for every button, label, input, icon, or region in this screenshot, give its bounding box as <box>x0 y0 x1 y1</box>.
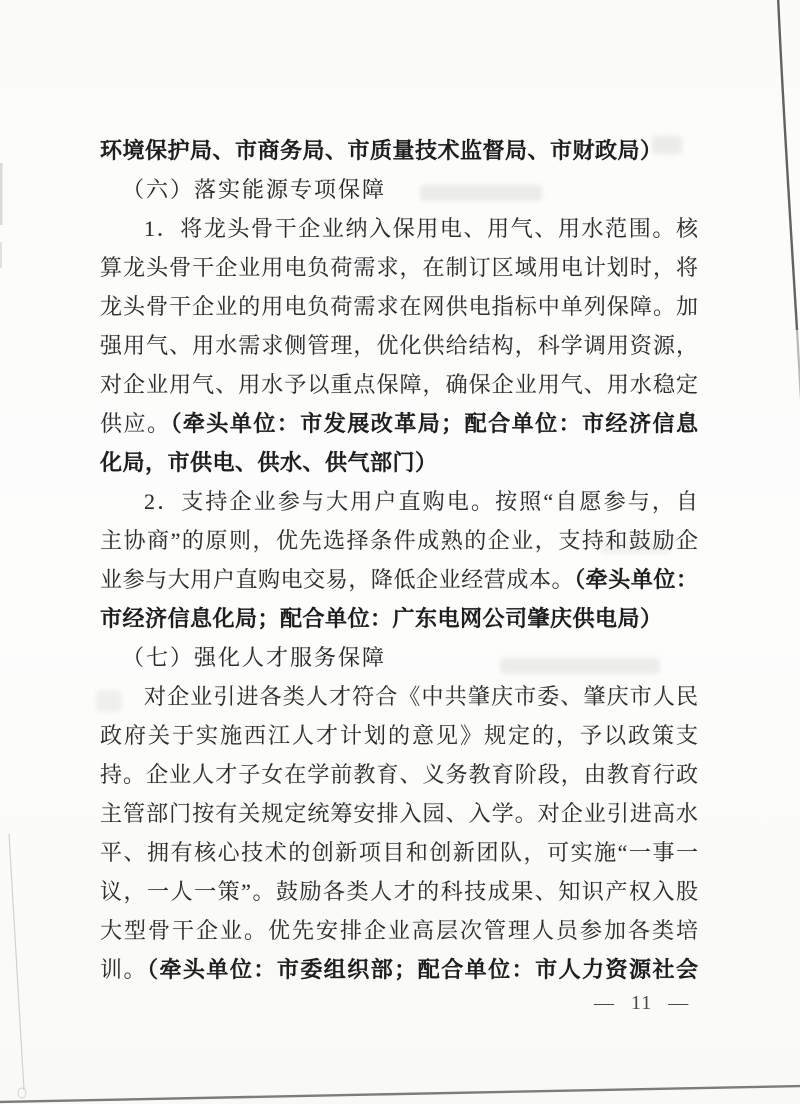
scratch-loop <box>18 1088 26 1098</box>
left-edge-mark <box>0 242 2 268</box>
text-line <box>100 872 698 911</box>
text-segment: 2．支持企业参与大用户直购电。按照“自愿参与，自 <box>144 489 698 514</box>
text-line <box>100 755 698 794</box>
text-line <box>100 560 698 599</box>
text-line <box>100 287 698 326</box>
text-segment: 大型骨干企业。优先安排企业高层次管理人员参加各类培 <box>100 918 698 943</box>
scratch-line <box>9 834 24 1090</box>
text-segment: 龙头骨干企业的用电负荷需求在网供电指标中单列保障。加 <box>100 294 698 319</box>
text-segment: 对企业用气、用水予以重点保障，确保企业用气、用水稳定 <box>100 372 698 397</box>
text-line <box>100 950 698 989</box>
bold-text-segment: （牵头单位：市委组织部；配合单位：市人力资源社会 <box>146 957 698 982</box>
text-line <box>100 833 698 872</box>
text-line <box>100 209 698 248</box>
text-line <box>100 677 698 716</box>
text-segment: 强用气、用水需求侧管理，优化供给结构，科学调用资源， <box>100 333 698 358</box>
page-edge-bottom <box>0 1086 800 1102</box>
heading-text: （六）落实能源专项保障 <box>122 177 387 202</box>
text-segment: 议，一人一策”。鼓励各类人才的科技成果、知识产权入股 <box>100 879 698 904</box>
bold-text-segment: 市经济信息化局；配合单位：广东电网公司肇庆供电局） <box>100 606 663 631</box>
text-segment: 主管部门按有关规定统筹安排入园、入学。对企业引进高水 <box>100 801 698 826</box>
text-segment: 持。企业人才子女在学前教育、义务教育阶段，由教育行政 <box>100 762 698 787</box>
bold-text-segment: （牵头单位： <box>574 567 698 592</box>
document-body <box>100 131 698 989</box>
text-segment: 算龙头骨干企业用电负荷需求，在制订区域用电计划时，将 <box>100 255 698 280</box>
bold-text-segment: 化局，市供电、供水、供气部门） <box>100 450 438 475</box>
bold-text-segment: 环境保护局、市商务局、市质量技术监督局、市财政局） <box>100 138 663 163</box>
left-edge-mark <box>0 163 3 225</box>
section-heading-7 <box>100 638 698 677</box>
page-edge-right <box>778 0 797 330</box>
text-line <box>100 521 698 560</box>
text-line <box>100 365 698 404</box>
text-line <box>100 716 698 755</box>
text-segment: 主协商”的原则，优先选择条件成熟的企业，支持和鼓励企 <box>100 528 698 553</box>
text-line <box>100 131 698 170</box>
heading-text: （七）强化人才服务保障 <box>122 645 387 670</box>
text-segment: 训。 <box>100 957 147 982</box>
text-segment: 供应。 <box>100 411 171 436</box>
text-line <box>100 443 698 482</box>
bold-text-segment: （牵头单位：市发展改革局；配合单位：市经济信息 <box>170 411 698 436</box>
text-line <box>100 482 698 521</box>
text-line <box>100 248 698 287</box>
text-segment: 1．将龙头骨干企业纳入保用电、用气、用水范围。核 <box>144 216 698 241</box>
page-number: — 11 — <box>594 992 690 1014</box>
text-segment: 平、拥有核心技术的创新项目和创新团队，可实施“一事一 <box>100 840 698 865</box>
text-segment: 对企业引进各类人才符合《中共肇庆市委、肇庆市人民 <box>144 684 698 709</box>
text-line <box>100 599 698 638</box>
text-line <box>100 326 698 365</box>
text-line <box>100 911 698 950</box>
text-line <box>100 794 698 833</box>
section-heading-6 <box>100 170 698 209</box>
text-segment: 业参与大用户直购电交易，降低企业经营成本。 <box>100 567 575 592</box>
text-line <box>100 404 698 443</box>
text-segment: 政府关于实施西江人才计划的意见》规定的，予以政策支 <box>100 723 698 748</box>
